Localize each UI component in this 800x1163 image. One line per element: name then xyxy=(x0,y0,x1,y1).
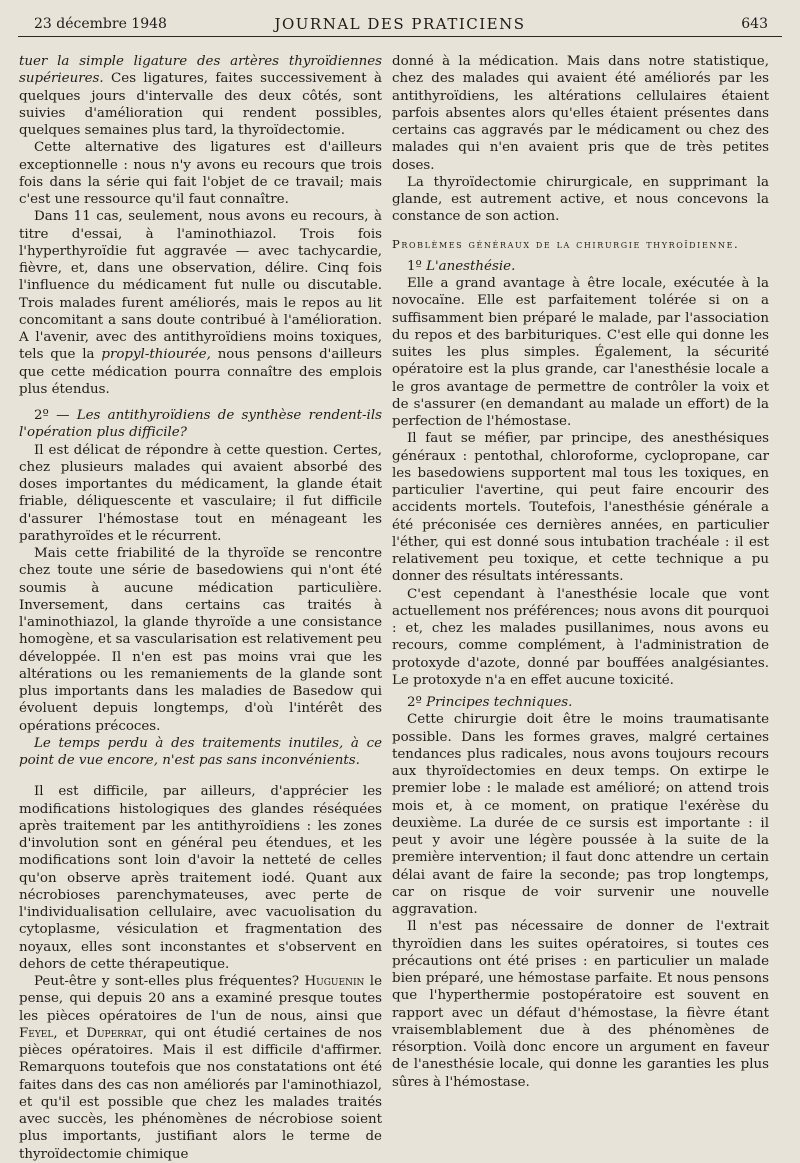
subsection-number: 2º xyxy=(407,695,427,710)
subsection-title: Principes techniques. xyxy=(426,695,573,710)
paragraph: Il n'est pas nécessaire de donner de l'extrait thyroïdien dans les suites opératoires, si toutes ces précautions ont été prises : en particulier un malade bien préparé, une hémostase parfaite. Et nous pensons que l'hyperthermie postopératoire est souvent en rapport avec un défaut d'hémostase, la fièvre étant vraisemblablement due à des phénomènes de résorption. Voilà donc encore un argument en faveur de l'anesthésie locale, qui donne les garanties les plus sûres à l'hémostase. xyxy=(392,919,769,1090)
paragraph xyxy=(19,53,382,139)
paragraph: Cette alternative des ligatures est d'ailleurs exceptionnelle : nous n'y avons eu recours que trois fois dans la série qui fait l'objet de ce travail; mais c'est une ressource qu'il faut connaître. xyxy=(19,140,382,207)
author-name: Feyel xyxy=(19,1025,54,1041)
paragraph: La thyroïdectomie chirurgicale, en supprimant la glande, est autrement active, et nous concevons la constance de son action. xyxy=(392,174,769,225)
question-text: Les antithyroïdiens de synthèse rendent-ils l'opération plus difficile? xyxy=(19,408,382,441)
paragraph xyxy=(19,208,382,398)
paragraph: Cette chirurgie doit être le moins traumatisante possible. Dans les formes graves, malgré certaines tendances plus radicales, nous avons toujours recours aux thyroïdectomies en deux temps. On extirpe le premier lobe : le malade est amélioré; on attend trois mois et, à ce moment, on pratique l'exérèse du deuxième. La durée de ce sursis est importante : il peut y avoir une légère poussée à la suite de la première intervention; il faut donc attendre un certain délai avant de faire la seconde; pas trop longtemps, car on risque de voir survenir une nouvelle aggravation. xyxy=(392,712,769,917)
paragraph: Mais cette friabilité de la thyroïde se rencontre chez toute une série de basedowiens qui n'ont été soumis à aucune médication particulière. Inversement, dans certains cas traités à l'aminothiazol, la glande thyroïde a une consistance homogène, et sa vascularisation est relativement peu développée. Il n'en est pas moins vrai que les altérations ou les remaniements de la glande sont plus importants dans les maladies de Basedow qui évoluent depuis longtemps, d'où l'intérêt des opérations précoces. xyxy=(19,546,382,734)
paragraph xyxy=(19,973,382,1163)
text-run: Peut-être y sont-elles plus fréquentes? xyxy=(34,974,300,989)
italic-paragraph: Le temps perdu à des traitements inutiles, à ce point de vue encore, n'est pas sans inconvénients. xyxy=(19,735,382,768)
question-number: 2º — xyxy=(34,408,77,423)
text-run: le pense, qui depuis 20 ans a examiné presque toutes les pièces opératoires de l'un de nous, ainsi que xyxy=(19,974,382,1024)
subsection-heading xyxy=(392,258,769,275)
subsection-heading xyxy=(392,694,769,711)
subsection-title: L'anesthésie. xyxy=(426,258,516,274)
paragraph: Il faut se méfier, par principe, des anesthésiques généraux : pentothal, chloroforme, cyclopropane, car les basedowiens supportent mal tous les toxiques, en particulier l'avertine, qui peut faire encourir des accidents mortels. Toutefois, l'anesthésie générale a été préconisée ces dernières années, en particulier l'éther, qui est donné sous intubation trachéale : il est relativement peu toxique, et cette technique a pu donner des résultats intéressants. xyxy=(392,431,769,585)
section-heading: Problèmes généraux de la chirurgie thyroïdienne. xyxy=(392,236,740,251)
italic-text: propyl-thiourée, xyxy=(101,347,211,363)
author-name: Huguenin xyxy=(304,974,365,989)
journal-title: JOURNAL DES PRATICIENS xyxy=(274,15,526,33)
italic-text: tuer la simple ligature des artères thyroïdiennes supérieures. xyxy=(19,54,382,87)
paragraph: Il est délicat de répondre à cette question. Certes, chez plusieurs malades qui avaient absorbé des doses importantes du médicament, la glande était friable, déliquescente et vasculaire; il fut difficile d'assurer l'hémostase tout en ménageant les parathyroïdes et le récurrent. xyxy=(19,442,382,544)
header-date: 23 décembre 1948 xyxy=(34,16,167,32)
page-number: 643 xyxy=(741,16,768,32)
left-column xyxy=(19,53,382,1163)
text-run: Ces ligatures, faites successivement à quelques jours d'intervalle des deux côtés, sont suivies d'amélioration qui rendent possibles, quelques semaines plus tard, la thyroïdectomie. xyxy=(19,71,383,138)
author-name: Duperrat xyxy=(86,1025,143,1041)
paragraph: donné à la médication. Mais dans notre statistique, chez des malades qui avaient été améliorés par les antithyroïdiens, les altérations cellulaires étaient parfois absentes alors qu'elles étaient présentes dans certains cas aggravés par le médicament ou chez des malades qui n'en avaient pris que de très petites doses. xyxy=(392,54,769,173)
paragraph: Il est difficile, par ailleurs, d'apprécier les modifications histologiques des glandes réséquées après traitement par les antithyroïdiens : les zones d'involution sont en général peu étendues, et les modifications sont loin d'avoir la netteté de celles qu'on observe après traitement iodé. Quant aux nécrobioses parenchymateuses, avec perte de l'individualisation cellulaire, avec vacuolisation du cytoplasme, vésiculation et fragmentation des noyaux, elles sont inconstantes et s'observent en dehors de cette thérapeutique. xyxy=(19,784,382,972)
right-column xyxy=(392,53,769,1091)
paragraph: Elle a grand avantage à être locale, exécutée à la novocaïne. Elle est parfaitement tolérée si on a suffisamment bien préparé le malade, par l'association du repos et des barbituriques. C'est elle qui donne les suites les plus simples. Également, la sécurité opératoire est la plus grande, car l'anesthésie locale a le gros avantage de permettre de contrôler la voix et de s'assurer (en demandant au malade un effort) de la perfection de l'hémostase. xyxy=(392,276,769,429)
running-header xyxy=(18,10,782,37)
paragraph: C'est cependant à l'anesthésie locale que vont actuellement nos préférences; nous avons dit pourquoi : et, chez les malades pusillanimes, nous avons eu recours, comme complément, à l'administration de protoxyde d'azote, donné par bouffées analgésiantes. Le protoxyde n'a en effet aucune toxicité. xyxy=(392,586,769,688)
question-heading xyxy=(19,407,382,442)
text-run: Dans 11 cas, seulement, nous avons eu recours, à titre d'essai, à l'aminothiazol. Trois fois l'hyperthyroïdie fut aggravée — avec tachycardie, fièvre, et, dans une observation, délire. Cinq fois l'influence du médicament fut nulle ou discutable. Trois malades furent améliorés, mais le repos au lit concomitant a sans doute contribué à l'amélioration. A l'avenir, avec des antithyroïdiens moins toxiques, tels que la xyxy=(19,209,382,363)
text-run: , et xyxy=(53,1025,79,1041)
subsection-number: 1º xyxy=(407,258,427,274)
text-run: , qui ont étudié certaines de nos pièces opératoires. Mais il est difficile d'affirmer. Remarquons toutefois que nos constatations ont été faites dans des cas non améliorés par l'aminothiazol, et qu'il est possible que chez les malades traités avec succès, les phénomènes de nécrobiose soient plus importants, justifiant alors le terme de thyroïdectomie chimique xyxy=(19,1025,382,1162)
text-run: nous pensons d'ailleurs que cette médication pourra connaître des emplois plus étendus. xyxy=(19,347,382,397)
